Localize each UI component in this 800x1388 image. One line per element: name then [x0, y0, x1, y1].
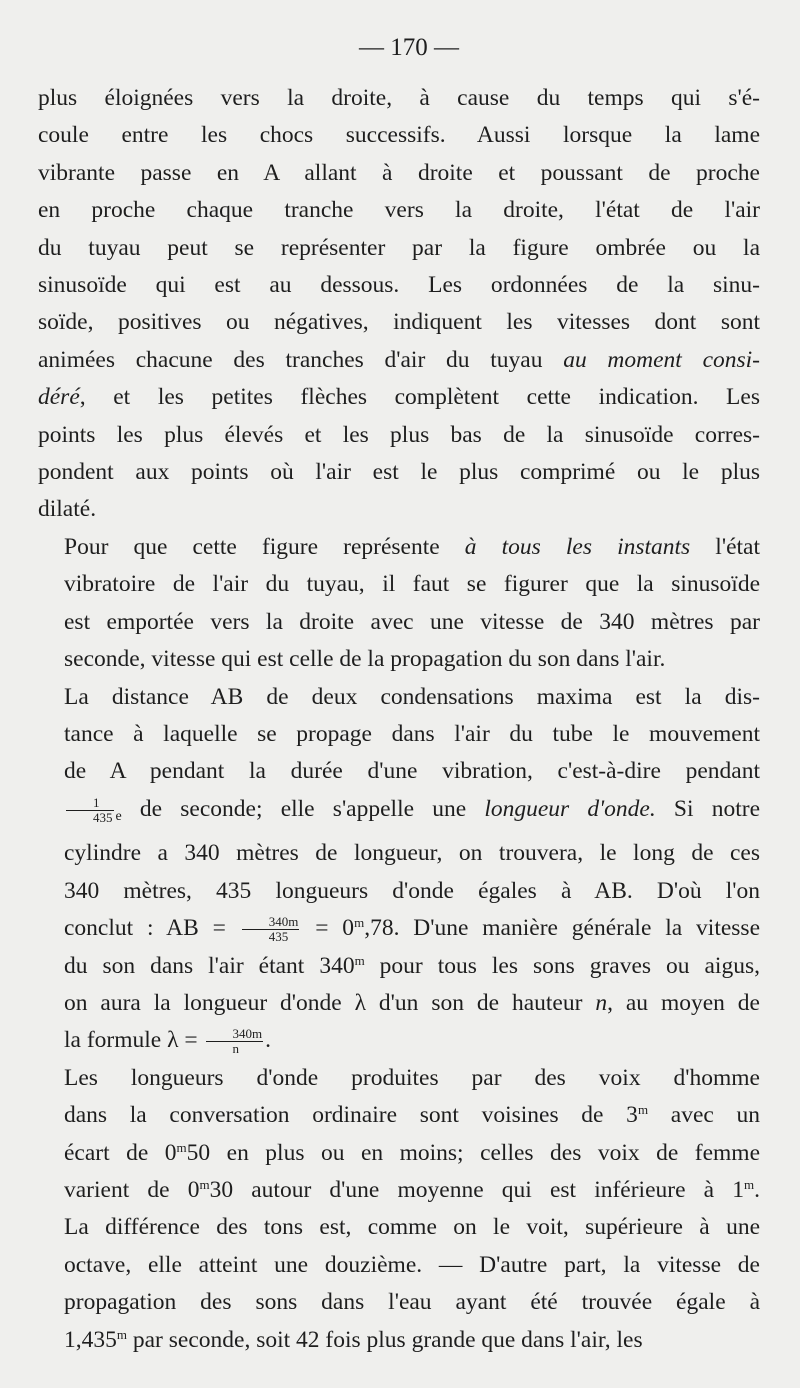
text-line [38, 230, 760, 267]
superscript: m [744, 1177, 755, 1193]
fraction-denominator: 435 [93, 809, 113, 825]
text-run: écart de 0 [64, 1139, 177, 1166]
superscript: m [199, 1177, 210, 1193]
fraction [66, 796, 114, 825]
text-run: tance à laquelle se propage dans l'air du tube le mouvement [64, 720, 760, 747]
text-line [38, 80, 760, 117]
fraction [206, 1027, 264, 1056]
text-run: points les plus élevés et les plus bas de la sinusoïde corres- [38, 421, 760, 448]
fraction-numerator: 340m [206, 1027, 264, 1042]
italic-text: déré [38, 384, 80, 411]
fraction-numerator: 340m [242, 915, 300, 930]
text-run: conclut : AB = [64, 915, 240, 942]
text-run: Les longueurs d'onde produites par des voix d'homme [64, 1064, 760, 1091]
text-run: plus éloignées vers la droite, à cause du temps qui s'é- [38, 85, 760, 111]
text-run: sinusoïde qui est au dessous. Les ordonnées de la sinu- [38, 272, 760, 299]
superscript: m [354, 915, 365, 931]
text-line [38, 873, 760, 910]
text-run: 50 en plus ou en moins; celles des voix de femme [186, 1139, 761, 1166]
text-run: 30 autour d'une moyenne qui est inférieure à 1 [209, 1176, 744, 1203]
text-run: . [754, 1176, 760, 1203]
text-line [38, 155, 760, 192]
text-run: vibrante passe en A allant à droite et poussant de proche [38, 159, 760, 186]
text-line [38, 192, 760, 229]
superscript: m [637, 1102, 649, 1118]
text-line [38, 716, 760, 753]
text-run: ,78. D'une manière générale la vitesse [364, 915, 760, 942]
text-run: propagation des sons dans l'eau ayant été trouvée égale à [64, 1289, 760, 1316]
text-run: en proche chaque tranche vers la droite, l'état de l'air [38, 197, 760, 224]
text-run: de seconde; elle s'appelle une [121, 795, 485, 822]
text-line [38, 753, 760, 790]
text-line [38, 454, 760, 491]
text-run: La différence des tons est, comme on le voit, supérieure à une [64, 1214, 760, 1241]
text-line [38, 1247, 760, 1284]
text-line [38, 1322, 760, 1359]
text-line [38, 948, 760, 985]
text-run: dans la conversation ordinaire sont voisines de 3 [64, 1102, 638, 1129]
body-text [38, 80, 760, 1359]
text-run: varient de 0 [64, 1176, 200, 1203]
text-run: , et les petites flèches complètent cette indication. Les [79, 384, 760, 411]
italic-text: au moment consi- [563, 346, 761, 373]
text-run: l'état [690, 533, 760, 560]
text-run: dilaté. [38, 496, 97, 523]
text-line [38, 641, 760, 678]
text-line [38, 1172, 760, 1209]
text-line [38, 267, 760, 304]
text-run: vibratoire de l'air du tuyau, il faut se figurer que la sinusoïde [64, 571, 760, 598]
text-run: 1,435 [64, 1326, 117, 1353]
text-line [38, 1209, 760, 1246]
superscript: m [116, 1326, 127, 1342]
text-run: pour tous les sons graves ou aigus, [364, 952, 760, 979]
text-run: Si notre [655, 795, 761, 822]
text-line [38, 1060, 760, 1097]
text-run: la formule λ = [64, 1027, 204, 1054]
text-line [38, 566, 760, 603]
fraction-denominator: 435 [268, 928, 289, 944]
text-line [38, 604, 760, 641]
text-line [38, 117, 760, 154]
text-line [38, 342, 760, 379]
text-line [38, 417, 760, 454]
text-run: La distance AB de deux condensations maxima est la dis- [64, 683, 760, 710]
italic-text: à tous les instants [464, 533, 691, 560]
italic-text: n [595, 989, 608, 1016]
superscript: m [176, 1139, 187, 1155]
text-line [38, 910, 760, 947]
text-run: est emportée vers la droite avec une vitesse de 340 mètres par [64, 608, 760, 635]
text-line [38, 491, 760, 528]
text-line [38, 791, 760, 836]
text-run: soïde, positives ou négatives, indiquent les vitesses dont sont [38, 309, 760, 336]
italic-text: longueur d'onde. [484, 795, 656, 822]
text-line [38, 304, 760, 341]
paragraph [38, 679, 760, 1060]
text-run: pondent aux points où l'air est le plus comprimé ou le plus [38, 459, 760, 486]
text-run: , au moyen de [607, 989, 760, 1016]
text-line [38, 1097, 760, 1134]
text-run: octave, elle atteint une douzième. — D'autre part, la vitesse de [64, 1251, 760, 1278]
text-line [38, 679, 760, 716]
superscript: m [354, 952, 365, 968]
text-line [38, 1135, 760, 1172]
text-run: . [265, 1027, 271, 1054]
text-run: de A pendant la durée d'une vibration, c'est-à-dire pendant [64, 758, 760, 785]
paragraph [38, 529, 760, 679]
text-run: = 0 [301, 915, 355, 942]
text-run: avec un [648, 1102, 760, 1129]
text-run: seconde, vitesse qui est celle de la propagation du son dans l'air. [64, 646, 666, 673]
fraction-denominator: n [232, 1041, 239, 1057]
fraction-numerator: 1 [66, 796, 114, 811]
text-line [38, 529, 760, 566]
text-run: du tuyau peut se représenter par la figure ombrée ou la [38, 234, 760, 261]
text-line [38, 985, 760, 1022]
text-line [38, 835, 760, 872]
text-run: animées chacune des tranches d'air du tuyau [38, 346, 564, 373]
fraction [242, 915, 300, 944]
paragraph [38, 1060, 760, 1359]
text-line [38, 1022, 760, 1059]
text-line [38, 1284, 760, 1321]
text-run: cylindre a 340 mètres de longueur, on trouvera, le long de ces [64, 840, 760, 867]
text-run: du son dans l'air étant 340 [64, 952, 355, 979]
subscript: e [115, 808, 122, 824]
text-run: 340 mètres, 435 longueurs d'onde égales à AB. D'où l'on [64, 877, 760, 904]
text-run: par seconde, soit 42 fois plus grande que dans l'air, les [127, 1326, 643, 1353]
text-run: coule entre les chocs successifs. Aussi lorsque la lame [38, 122, 760, 149]
text-run: Pour que cette figure représente [64, 533, 465, 560]
text-line [38, 379, 760, 416]
paragraph [38, 80, 760, 529]
text-run: on aura la longueur d'onde λ d'un son de hauteur [64, 989, 596, 1016]
page-number: — 170 — [359, 34, 459, 61]
